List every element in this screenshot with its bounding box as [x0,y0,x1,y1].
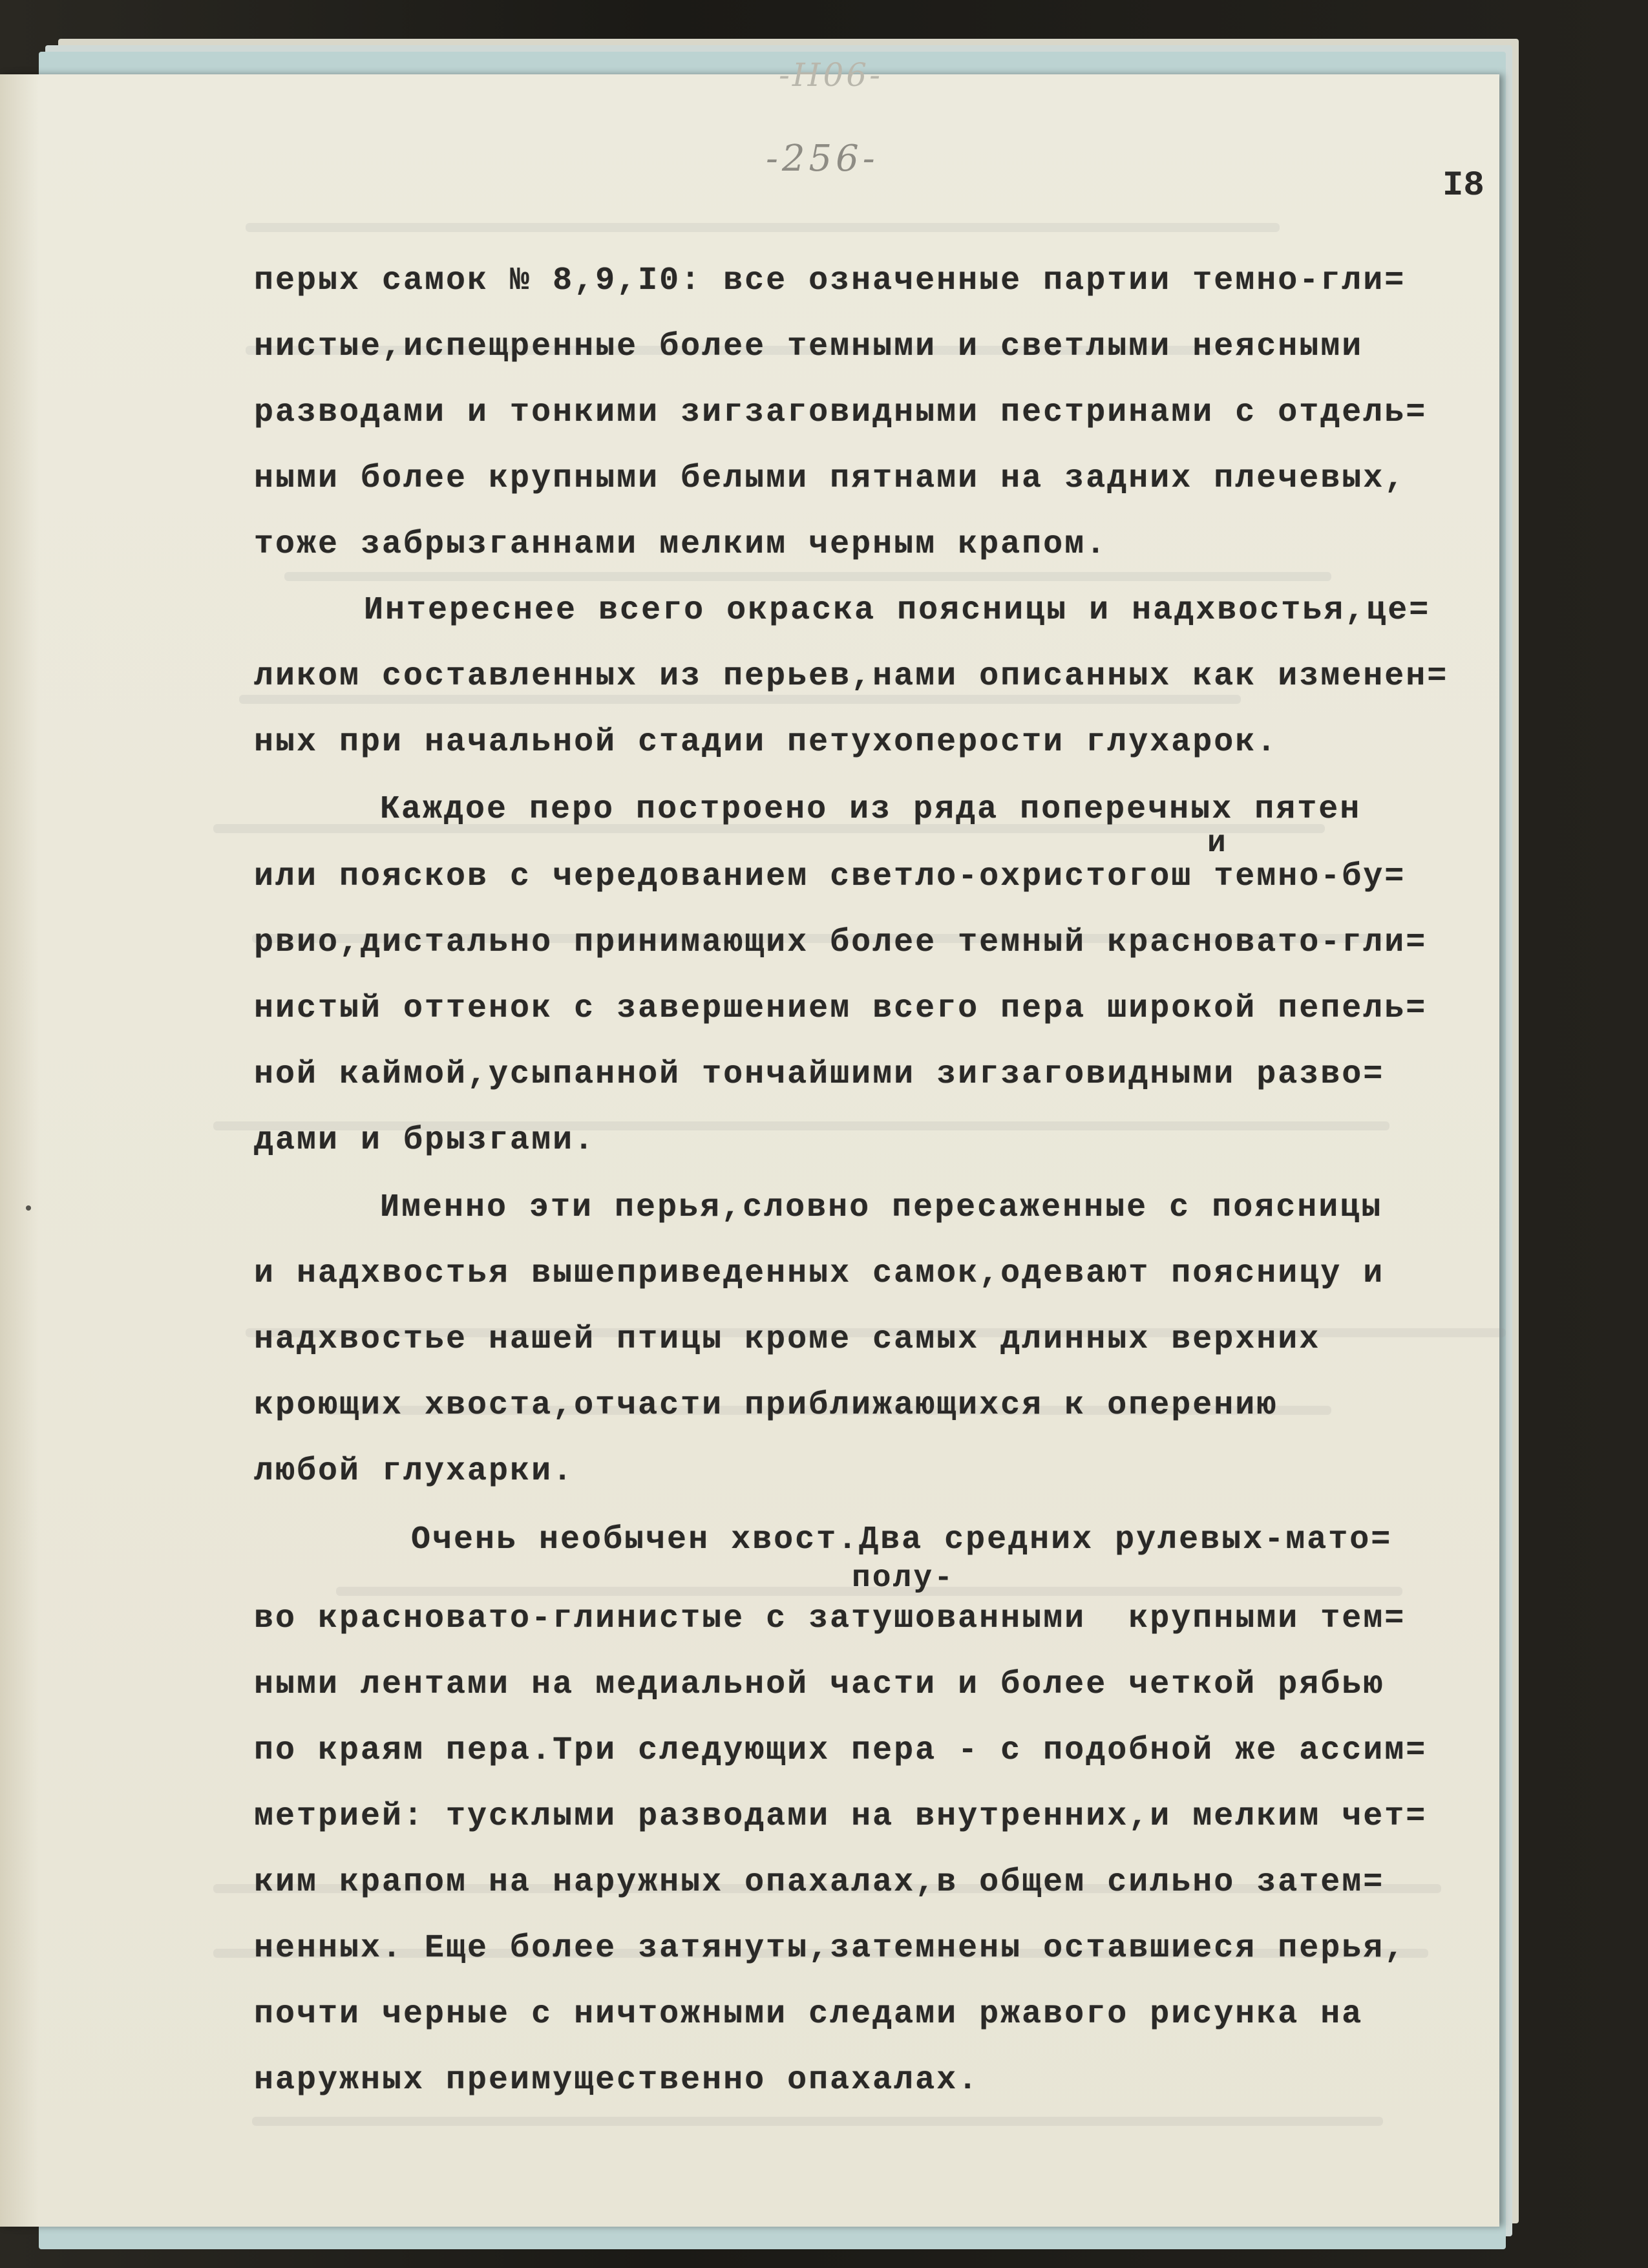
page-number: I8 [1442,166,1484,206]
text-line: нистые,испещренные более темными и светлыми неясными [254,328,1364,365]
text-line: ликом составленных из перьев,нами описанных как изменен= [254,658,1449,695]
text-line: кроющих хвоста,отчасти приближающихся к оперению [254,1387,1278,1424]
text-line: рвио,дистально принимающих более темный красновато-гли= [254,924,1428,961]
text-line: метрией: тусклыми разводами на внутренних,и мелким чет= [254,1798,1428,1835]
text-line: во красновато-глинистые с затушованными крупными тем= [254,1600,1406,1637]
document-page [0,56,1499,2227]
text-line: Очень необычен хвост.Два средних рулевых-мато= [411,1521,1393,1558]
text-line: наружных преимущественно опахалах. [254,2062,980,2099]
text-line: и надхвостья вышеприведенных самок,одевают поясницу и [254,1255,1385,1292]
text-line: почти черные с ничтожными следами ржавого рисунка на [254,1996,1364,2033]
text-line: перых самок № 8,9,I0: все означенные партии темно-гли= [254,262,1406,299]
text-line: Интереснее всего окраска поясницы и надхвостья,це= [364,592,1431,629]
archive-number: -Н06- [779,56,883,94]
text-line: дами и брызгами. [254,1122,596,1159]
ink-speck [26,1205,31,1211]
text-line: Именно эти перья,словно пересаженные с поясницы [380,1189,1383,1226]
text-line: разводами и тонкими зигзаговидными пестринами с отдель= [254,394,1428,431]
text-line: любой глухарки. [254,1453,575,1490]
text-line: нистый оттенок с завершением всего пера широкой пепель= [254,990,1428,1027]
text-line: ким крапом на наружных опахалах,в общем сильно затем= [254,1864,1385,1901]
text-line: ными более крупными белыми пятнами на задних плечевых, [254,460,1406,497]
text-line: ных при начальной стадии петухоперости глухарок. [254,724,1278,761]
text-line: ными лентами на медиальной части и более четкой рябью [254,1666,1385,1703]
text-line: ненных. Еще более затянуты,затемнены оставшиеся перья, [254,1930,1406,1967]
typewritten-body [0,74,1499,2227]
typed-insertion: и [1207,826,1228,861]
typed-insertion: полу- [852,1561,955,1596]
folio-number: -256- [766,138,879,180]
text-line: тоже забрызганнами мелким черным крапом. [254,526,1108,563]
text-line: или поясков с чередованием светло-охристогош темно-бу= [254,858,1406,895]
text-line: Каждое перо построено из ряда поперечных пятен [380,791,1362,828]
text-line: ной каймой,усыпанной тончайшими зигзаговидными разво= [254,1056,1385,1093]
text-line: надхвостье нашей птицы кроме самых длинных верхних [254,1321,1321,1358]
text-line: по краям пера.Три следующих пера - с подобной же ассим= [254,1732,1428,1769]
